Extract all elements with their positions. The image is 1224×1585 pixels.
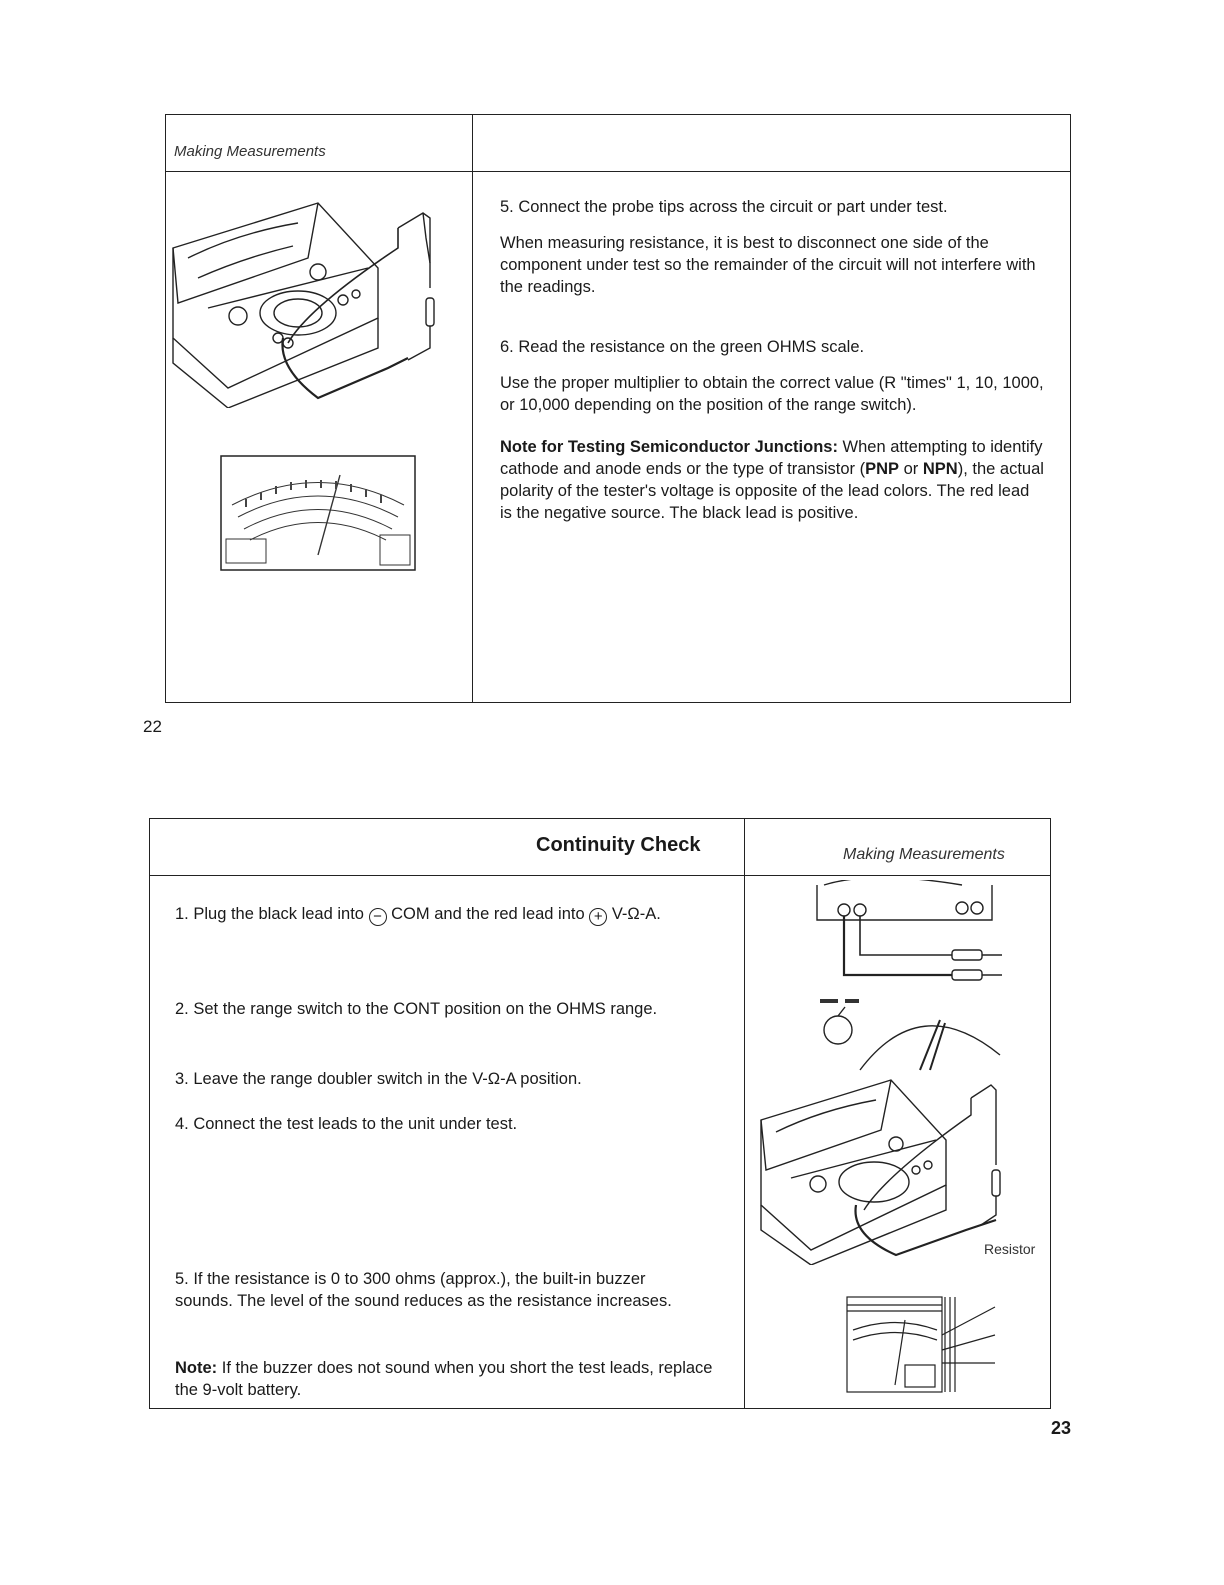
plus-circle-icon: +: [589, 908, 607, 926]
disconnect-component-paragraph: When measuring resistance, it is best to disconnect one side of the component under test so the remainder of the circuit will not interfere with the readings.: [500, 234, 1036, 296]
lead-connection-illustration: [812, 880, 1012, 985]
npn-label: NPN: [922, 460, 958, 478]
bottom-column-divider: [744, 819, 745, 1408]
minus-circle-icon: −: [369, 908, 387, 926]
pnp-label: PNP: [865, 460, 900, 478]
page-number-22: 22: [143, 717, 162, 736]
ohms-scale-meter-face: [220, 455, 416, 571]
battery-note: Note: If the buzzer does not sound when you short the test leads, replace the 9-volt battery.: [175, 1359, 713, 1399]
semiconductor-note: Note for Testing Semiconductor Junctions: When attempting to identify cathode and anode ends or the type of transistor (PNP or NPN), the actual polarity of the tester's voltage is opposite of the lead colors. The red lead is the negative source. The black lead is positive.: [500, 438, 1044, 522]
range-switch-illustration: [800, 995, 1010, 1075]
top-text-column: [500, 196, 1045, 538]
continuity-check-title: Continuity Check: [536, 834, 701, 856]
multimeter-resistor-illustration: [756, 1070, 1041, 1265]
step-5-connect-probes: 5. Connect the probe tips across the circuit or part under test.: [500, 198, 948, 216]
continuity-meter-face: [845, 1295, 1000, 1395]
page-number-23: 23: [1051, 1418, 1072, 1438]
top-running-head: Making Measurements: [174, 143, 326, 160]
note-label: Note for Testing Semiconductor Junctions:: [500, 438, 838, 456]
step-2-set-range: 2. Set the range switch to the CONT position on the OHMS range.: [175, 1000, 658, 1018]
multimeter-probe-illustration: [168, 188, 468, 408]
multiplier-paragraph: Use the proper multiplier to obtain the correct value (R "times" 1, 10, 1000, or 10,000 depending on the position of the range switch).: [500, 374, 1044, 414]
step-1-plug-leads: 1. Plug the black lead into − COM and the red lead into + V-Ω-A.: [175, 905, 661, 925]
step-3-range-doubler: 3. Leave the range doubler switch in the V-Ω-A position.: [175, 1070, 582, 1088]
step-5-buzzer: 5. If the resistance is 0 to 300 ohms (approx.), the built-in buzzer sounds. The level of the sound reduces as the resistance increases.: [175, 1270, 672, 1310]
step-6-read-resistance: 6. Read the resistance on the green OHMS scale.: [500, 338, 865, 356]
resistor-label: Resistor: [984, 1241, 1036, 1257]
note-label-bottom: Note:: [175, 1359, 218, 1377]
step-4-connect-leads: 4. Connect the test leads to the unit under test.: [175, 1115, 518, 1133]
top-column-divider: [472, 115, 473, 702]
bottom-running-head: Making Measurements: [843, 846, 1005, 863]
